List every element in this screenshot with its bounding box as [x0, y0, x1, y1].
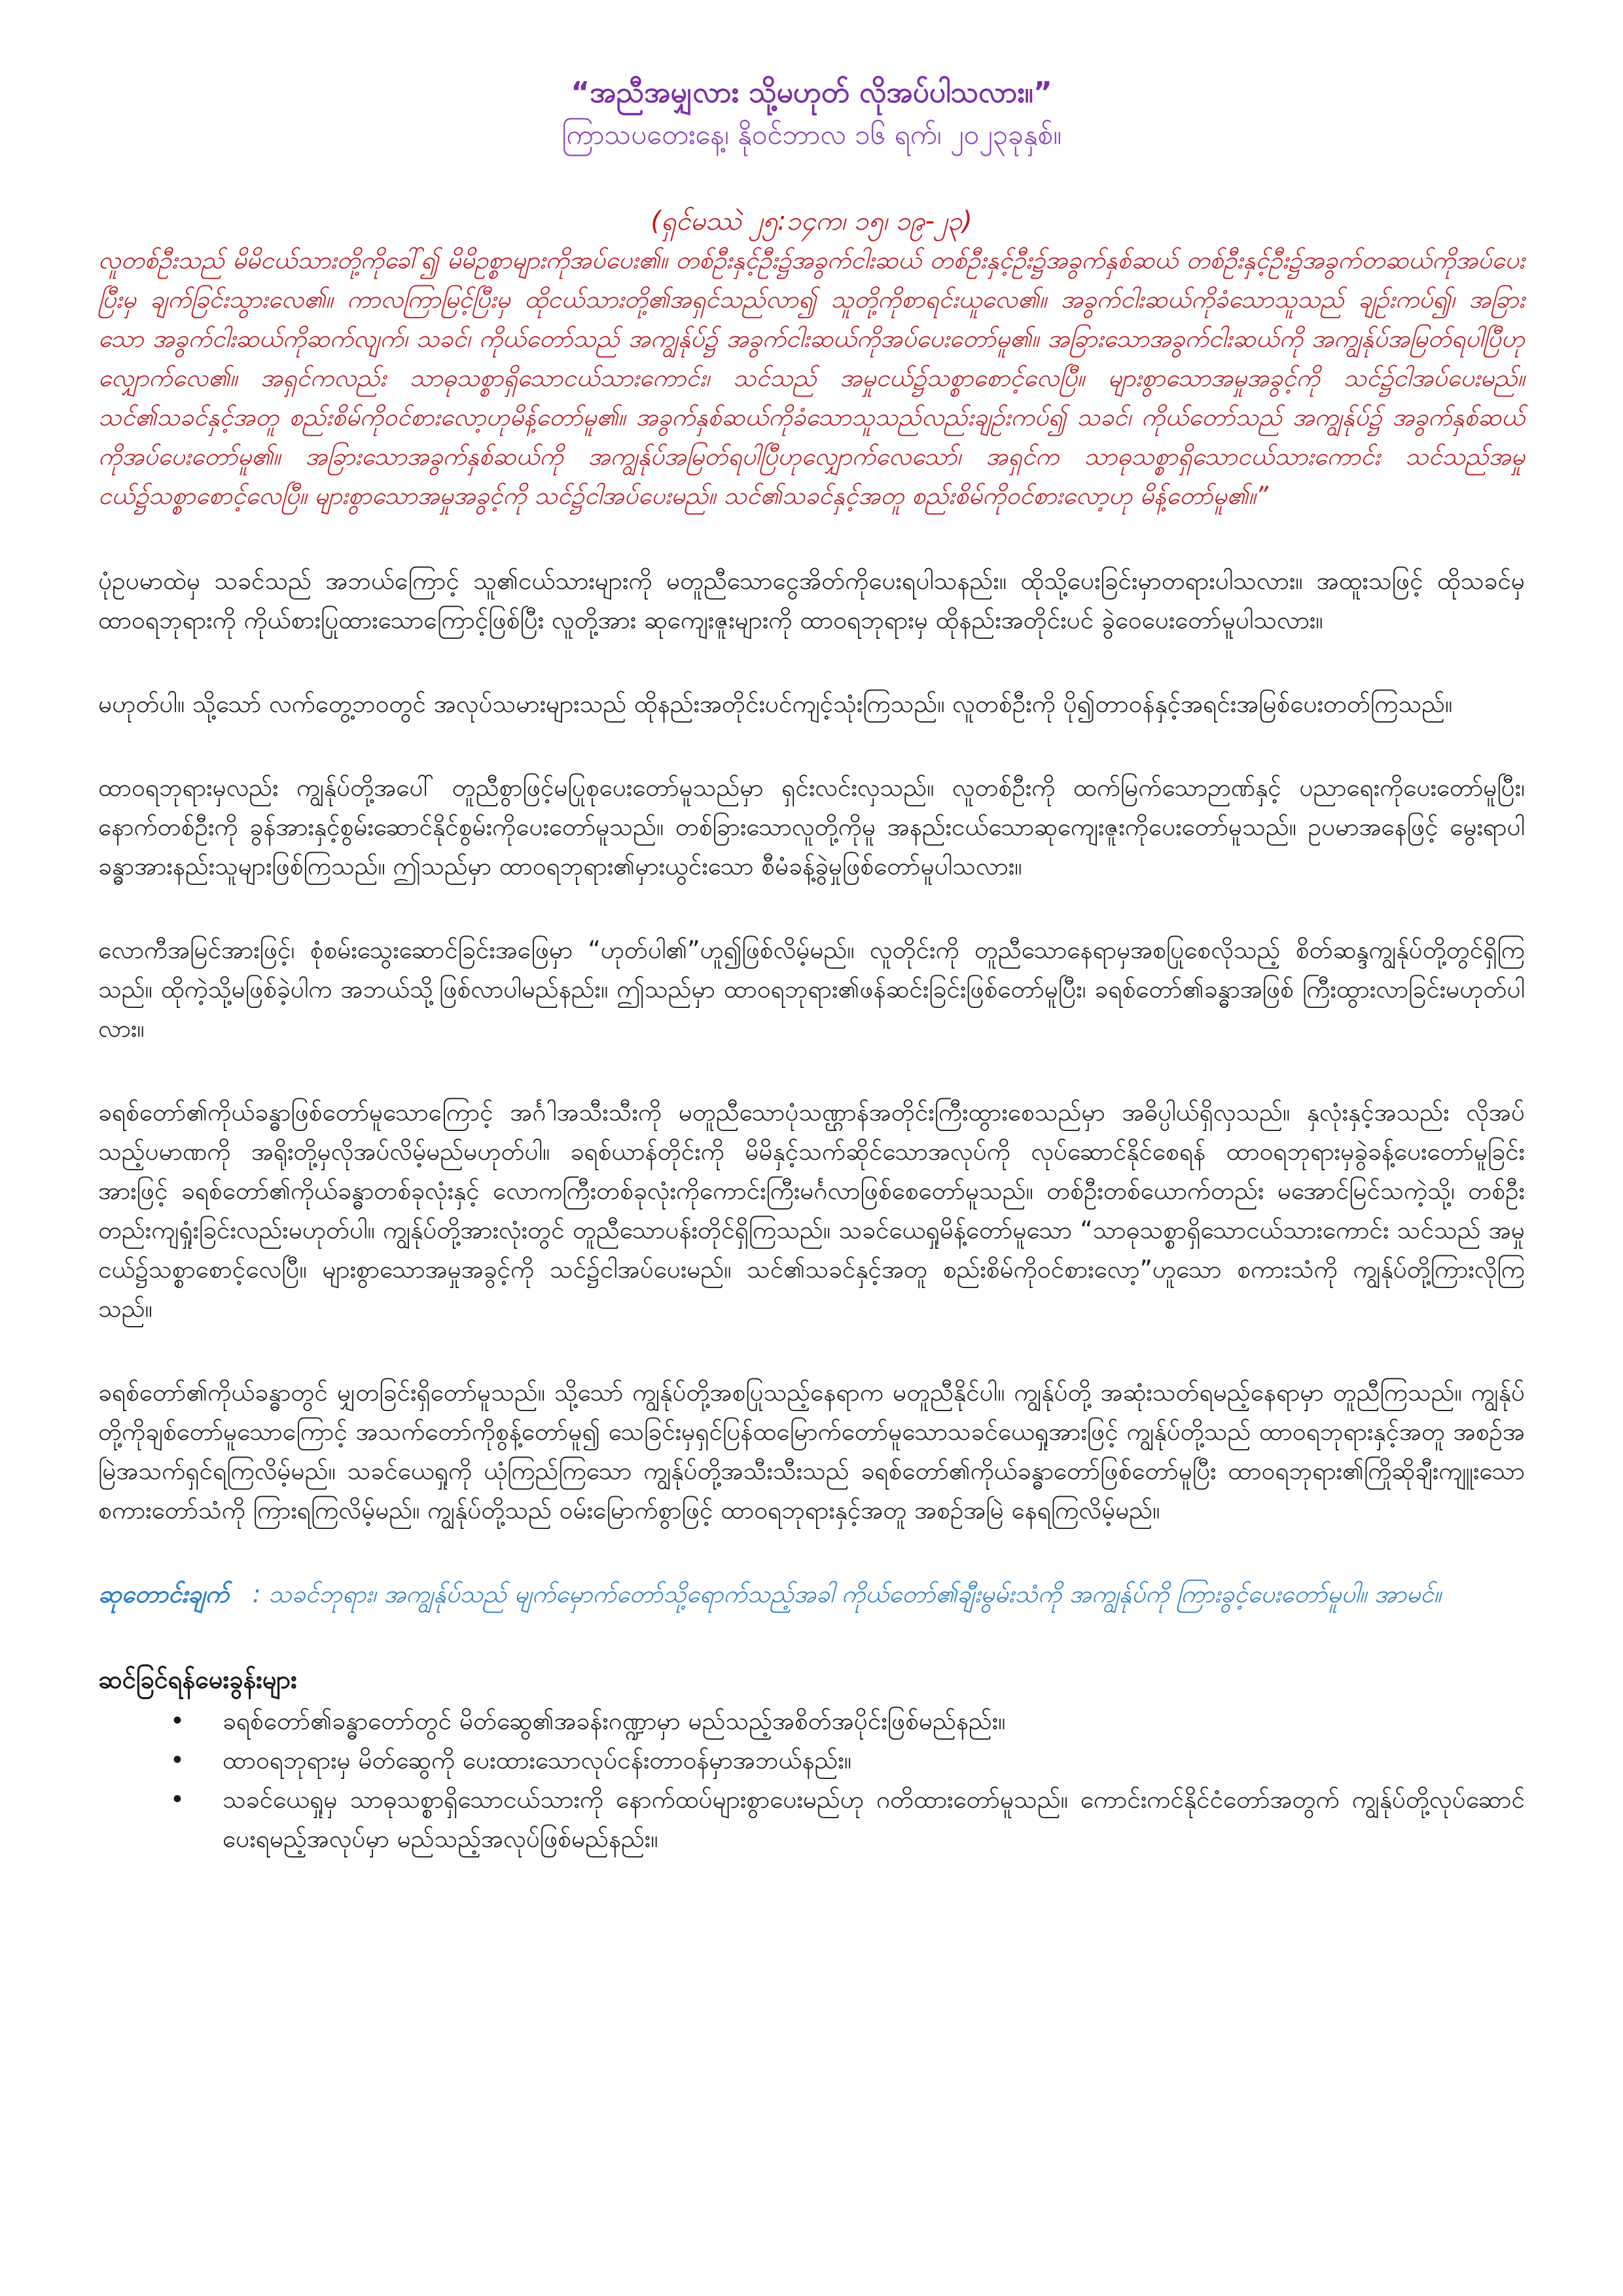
list-item [170, 1702, 1525, 1741]
page-title: “အညီအမျှလား သို့မဟုတ် လိုအပ်ပါသလား။” [571, 76, 1052, 109]
body-paragraph-2: မဟုတ်ပါ။ သို့သော် လက်တွေ့ဘဝတွင် အလုပ်သမားများသည် ထိုနည်းအတိုင်းပင်ကျင့်သုံးကြသည်။ လူတစ်ဦးကို ပို၍တာဝန်နှင့်အရင်းအမြစ်ပေးတတ်ကြသည်။ [98, 690, 1453, 718]
question-text: ခရစ်တော်၏ခန္ဓာတော်တွင် မိတ်ဆွေ၏အခန်းဂဏ္ဍာမှာ မည်သည့်အစိတ်အပိုင်းဖြစ်မည်နည်း။ [223, 1707, 1006, 1735]
list-item [170, 1741, 1525, 1780]
list-item [170, 1780, 1525, 1859]
prayer-text: : သခင်ဘုရား၊ အကျွန်ုပ်သည် မျက်မှောက်တော်သို့ရောက်သည့်အခါ ကိုယ်တော်၏ချီးမွမ်းသံကို အကျွန်ုပ်ကို ကြားခွင့်ပေးတော်မူပါ။ အာမင်။ [252, 1580, 1442, 1608]
bullet-icon: • [170, 1707, 185, 1735]
question-text: သခင်ယေရှုမှ သာဓုသစ္စာရှိသောငယ်သားကို နောက်ထပ်များစွာပေးမည်ဟု ဂတိထားတော်မူသည်။ ကောင်းကင်နိုင်ငံတော်အတွက် ကျွန်ုပ်တို့လုပ်ဆောင်ပေးရမည့်အလုပ်မှာ မည်သည့်အလုပ်ဖြစ်မည်နည်း။ [223, 1785, 1525, 1853]
bullet-icon: • [170, 1785, 185, 1814]
body-paragraph-5: ခရစ်တော်၏ကိုယ်ခန္ဓာဖြစ်တော်မူသောကြောင့် အင်္ဂါအသီးသီးကို မတူညီသောပုံသဏ္ဌာန်အတိုင်းကြီးထွားစေသည်မှာ အဓိပ္ပါယ်ရှိလှသည်။ နှလုံးနှင့်အသည်း လိုအပ်သည့်ပမာဏကို အရိုးတို့မှလိုအပ်လိမ့်မည်မဟုတ်ပါ။ ခရစ်ယာန်တိုင်းကို မိမိနှင့်သက်ဆိုင်သောအလုပ်ကို လုပ်ဆောင်နိုင်စေရန် ထာဝရဘုရားမှခွဲခန့်ပေးတော်မူခြင်းအားဖြင့် ခရစ်တော်၏ကိုယ်ခန္ဓာတစ်ခုလုံးနှင့် လောကကြီးတစ်ခုလုံးကိုကောင်းကြီးမင်္ဂလာဖြစ်စေတော်မူသည်။ တစ်ဦးတစ်ယောက်တည်း မအောင်မြင်သကဲ့သို့၊ တစ်ဦးတည်းကျရှုံးခြင်းလည်းမဟုတ်ပါ။ ကျွန်ုပ်တို့အားလုံးတွင် တူညီသောပန်းတိုင်ရှိကြသည်။ သခင်ယေရှုမိန့်တော်မူသော “သာဓုသစ္စာရှိသောငယ်သားကောင်း သင်သည် အမှုငယ်၌သစ္စာစောင့်လေပြီ။ များစွာသောအမှုအခွင့်ကို သင်၌ငါအပ်ပေးမည်။ သင်၏သခင်နှင့်အတူ စည်းစိမ်ကိုဝင်စားလော့”ဟူသော စကားသံကို ကျွန်ုပ်တို့ကြားလိုကြသည်။ [98, 1098, 1525, 1323]
body-paragraph-1: ပုံဥပမာထဲမှ သခင်သည် အဘယ်ကြောင့် သူ၏ငယ်သားများကို မတူညီသောငွေအိတ်ကိုပေးရပါသနည်း။ ထိုသို့ပေးခြင်းမှာတရားပါသလား။ အထူးသဖြင့် ထိုသခင်မှ ထာဝရဘုရားကို ကိုယ်စားပြုထားသောကြောင့်ဖြစ်ပြီး လူတို့အား ဆုကျေးဇူးများကို ထာဝရဘုရားမှ ထိုနည်းအတိုင်းပင် ခွဲဝေပေးတော်မူပါသလား။ [98, 567, 1525, 634]
prayer [98, 1575, 1525, 1614]
body-paragraph-3: ထာဝရဘုရားမှလည်း ကျွန်ုပ်တို့အပေါ် တူညီစွာဖြင့်မပြုစုပေးတော်မူသည်မှာ ရှင်းလင်းလှသည်။ လူတစ်ဦးကို ထက်မြက်သောဉာဏ်နှင့် ပညာရေးကိုပေးတော်မူပြီး၊ နောက်တစ်ဦးကို ခွန်အားနှင့်စွမ်းဆောင်နိုင်စွမ်းကိုပေးတော်မူသည်။ တစ်ခြားသောလူတို့ကိုမူ အနည်းငယ်သောဆုကျေးဇူးကိုပေးတော်မူသည်။ ဥပမာအနေဖြင့် မွေးရာပါ ခန္ဓာအားနည်းသူများဖြစ်ကြသည်။ ဤသည်မှာ ထာဝရဘုရား၏မှားယွင်းသော စီမံခန့်ခွဲမှုဖြစ်တော်မူပါသလား။ [98, 774, 1525, 880]
prayer-label: ဆုတောင်းချက် [98, 1580, 229, 1608]
page-date: ကြာသပတေးနေ့၊ နိုဝင်ဘာလ ၁၆ ရက်၊ ၂၀၂၃ခုနှစ်။ [562, 118, 1061, 151]
question-text: ထာဝရဘုရားမှ မိတ်ဆွေကို ပေးထားသောလုပ်ငန်းတာဝန်မှာအဘယ်နည်း။ [223, 1746, 851, 1774]
scripture-text: လူတစ်ဦးသည် မိမိငယ်သားတို့ကိုခေါ်၍ မိမိဥစ္စာများကိုအပ်ပေး၏။ တစ်ဦးနှင့်ဦး၌အခွက်ငါးဆယ် တစ်ဦးနှင့်ဦး၌အခွက်နှစ်ဆယ် တစ်ဦးနှင့်ဦး၌အခွက်တဆယ်ကိုအပ်ပေးပြီးမှ ချက်ခြင်းသွားလေ၏။ ကာလကြာမြင့်ပြီးမှ ထိုငယ်သားတို့၏အရှင်သည်လာ၍ သူတို့ကိုစာရင်းယူလေ၏။ အခွက်ငါးဆယ်ကိုခံသောသူသည် ချဉ်းကပ်၍၊ အခြားသော အခွက်ငါးဆယ်ကိုဆက်လျက်၊ သခင်၊ ကိုယ်တော်သည် အကျွန်ုပ်၌ အခွက်ငါးဆယ်ကိုအပ်ပေးတော်မူ၏။ အခြားသောအခွက်ငါးဆယ်ကို အကျွန်ုပ်အမြတ်ရပါပြီဟု လျှောက်လေ၏။ အရှင်ကလည်း သာဓုသစ္စာရှိသောငယ်သားကောင်း၊ သင်သည် အမှုငယ်၌သစ္စာစောင့်လေပြီ။ များစွာသောအမှုအခွင့်ကို သင်၌ငါအပ်ပေးမည်။ သင်၏သခင်နှင့်အတူ စည်းစိမ်ကိုဝင်စားလော့ဟုမိန့်တော်မူ၏။ အခွက်နှစ်ဆယ်ကိုခံသောသူသည်လည်းချဉ်းကပ်၍ သခင်၊ ကိုယ်တော်သည် အကျွန်ုပ်၌ အခွက်နှစ်ဆယ်ကိုအပ်ပေးတော်မူ၏။ အခြားသောအခွက်နှစ်ဆယ်ကို အကျွန်ုပ်အမြတ်ရပါပြီဟုလျှောက်လေသော်၊ အရှင်က သာဓုသစ္စာရှိသောငယ်သားကောင်း သင်သည်အမှုငယ်၌သစ္စာစောင့်လေပြီ။ များစွာသောအမှုအခွင့်ကို သင်၌ငါအပ်ပေးမည်။ သင်၏သခင်နှင့်အတူ စည်းစိမ်ကိုဝင်စားလော့ဟု မိန့်တော်မူ၏။” [98, 246, 1525, 510]
body-paragraph-4: လောကီအမြင်အားဖြင့်၊ စုံစမ်းသွေးဆောင်ခြင်းအဖြေမှာ “ဟုတ်ပါ၏”ဟူ၍ဖြစ်လိမ့်မည်။ လူတိုင်းကို တူညီသောနေရာမှအစပြုစေလိုသည့် စိတ်ဆန္ဒကျွန်ုပ်တို့တွင်ရှိကြသည်။ ထိုကဲ့သို့မဖြစ်ခဲ့ပါက အဘယ်သို့ဖြစ်လာပါမည်နည်း။ ဤသည်မှာ ထာဝရဘုရား၏ဖန်ဆင်းခြင်းဖြစ်တော်မူပြီး၊ ခရစ်တော်၏ခန္ဓာအဖြစ် ကြီးထွားလာခြင်းမဟုတ်ပါလား။ [98, 936, 1525, 1043]
questions-heading: ဆင်ခြင်ရန်မေးခွန်းများ [98, 1665, 297, 1694]
body-paragraph-6: ခရစ်တော်၏ကိုယ်ခန္ဓာတွင် မျှတခြင်းရှိတော်မူသည်။ သို့သော် ကျွန်ုပ်တို့အစပြုသည့်နေရာက မတူညီနိုင်ပါ။ ကျွန်ုပ်တို့ အဆုံးသတ်ရမည့်နေရာမှာ တူညီကြသည်။ ကျွန်ုပ်တို့ကိုချစ်တော်မူသောကြောင့် အသက်တော်ကိုစွန့်တော်မူ၍ သေခြင်းမှရှင်ပြန်ထမြောက်တော်မူသောသခင်ယေရှုအားဖြင့် ကျွန်ုပ်တို့သည် ထာဝရဘုရားနှင့်အတူ အစဉ်အမြဲအသက်ရှင်ရကြလိမ့်မည်။ သခင်ယေရှုကို ယုံကြည်ကြသော ကျွန်ုပ်တို့အသီးသီးသည် ခရစ်တော်၏ကိုယ်ခန္ဓာတော်ဖြစ်တော်မူပြီး ထာဝရဘုရား၏ကြိုဆိုချီးကျူးသောစကားတော်သံကို ကြားရကြလိမ့်မည်။ ကျွန်ုပ်တို့သည် ဝမ်းမြောက်စွာဖြင့် ထာဝရဘုရားနှင့်အတူ အစဉ်အမြဲ နေရကြလိမ့်မည်။ [98, 1378, 1525, 1524]
bullet-icon: • [170, 1746, 185, 1774]
questions-list [98, 1702, 1525, 1859]
scripture-reference: (ရှင်မဿဲ ၂၅:၁၄က၊ ၁၅၊ ၁၉-၂၃) [651, 206, 972, 236]
